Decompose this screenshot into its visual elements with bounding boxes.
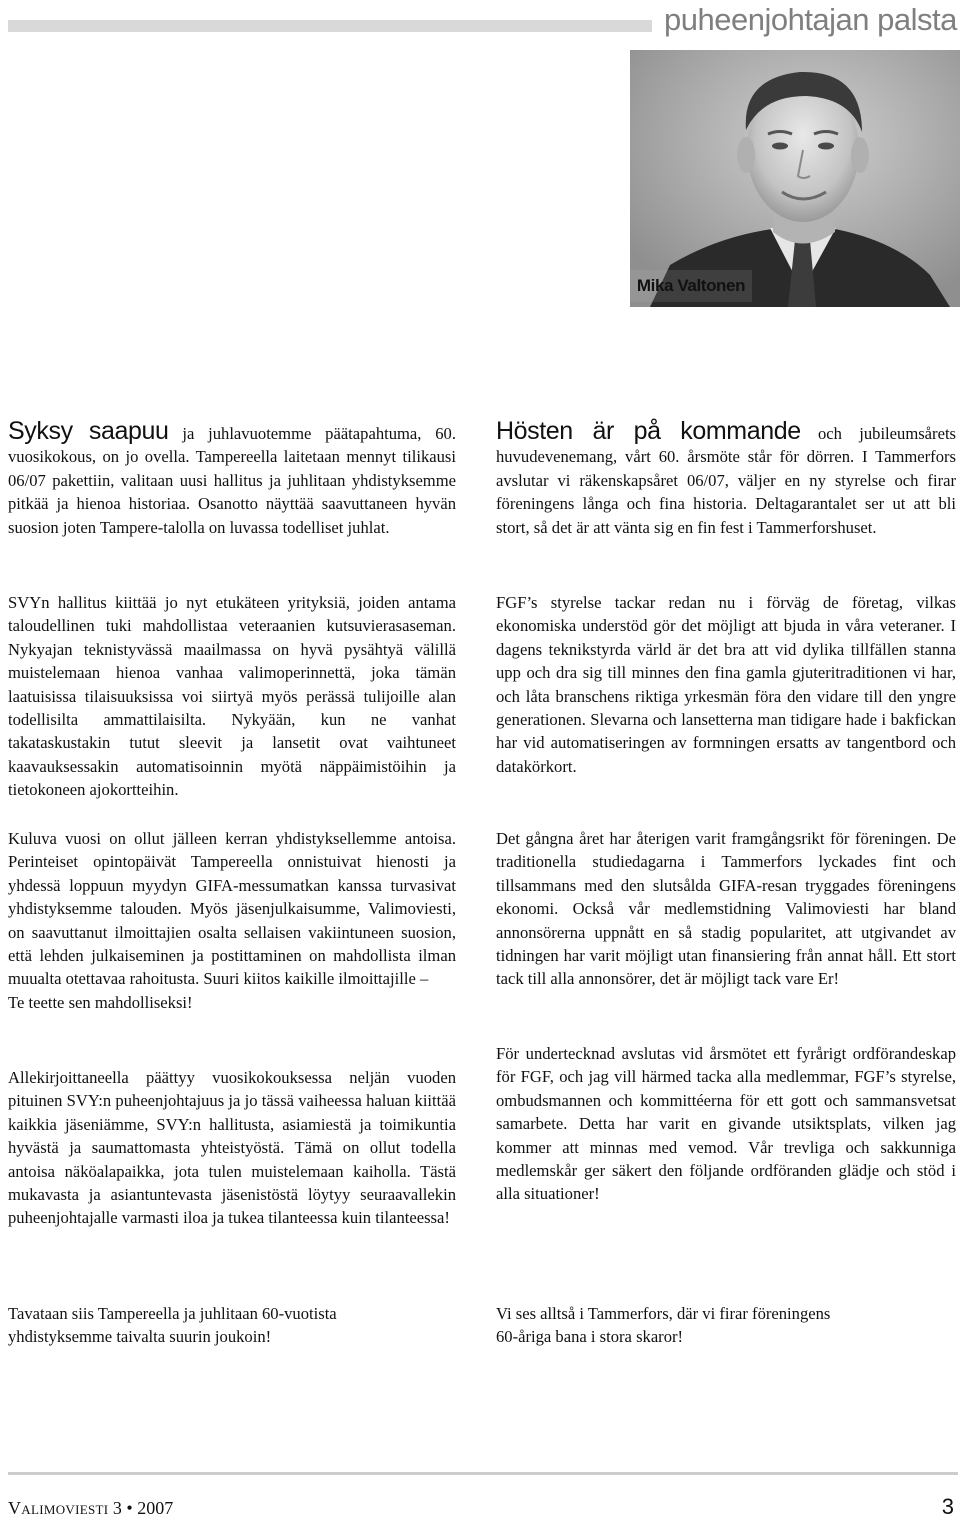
swedish-paragraph-2 bbox=[496, 591, 956, 778]
swedish-paragraph-3 bbox=[496, 827, 956, 991]
portrait-illustration bbox=[630, 50, 960, 307]
swedish-paragraph-4-text: För undertecknad avslutas vid årsmötet ett fyrårigt ordförandeskap för FGF, och jag vill härmed tacka alla medlemmar, FGF’s styrelse, ombudsmannen och kommittéerna för ett gott och sammansvetsat samarbete. Detta har varit en givande utsiktsplats, vilken jag kommer att minnas med vemod. Vår trevliga och sakkunniga medlemskår ger säkert den följande ordföranden glädje och stöd i alla situationer! bbox=[496, 1044, 956, 1204]
portrait-photo bbox=[630, 50, 960, 307]
swedish-paragraph-1-text: och jubileumsårets huvudevenemang, vårt 60. årsmöte står för dörren. I Tammerfors avslutar vi räkenskapsåret 06/07, väljer en ny styrelse och firar föreningens långa och fina historia. Deltagarantalet ser ut att bli stort, så det är att vänta sig en fin fest i Tammerforshuset. bbox=[496, 424, 957, 537]
footer-bullet: • bbox=[126, 1498, 133, 1518]
swedish-paragraph-4 bbox=[496, 1042, 956, 1206]
finnish-closing-line-1: Tavataan siis Tampereella ja juhlitaan 60-vuotista bbox=[8, 1304, 337, 1323]
publication-name: Valimoviesti bbox=[8, 1498, 109, 1518]
footer-publication-info bbox=[8, 1498, 173, 1519]
swedish-paragraph-2-text: FGF’s styrelse tackar redan nu i förväg de företag, vilkas ekonomiska understöd gör det möjligt att bjuda in våra veteraner. I dagens teknikstyrda värld är det bra att vid dylika tillfällen stanna upp och dra sig till minnes den fina gamla gjuteritraditionen vi har, och låta branschens riktiga yrkesmän föra den vidare till den yngre generationen. Slevarna och lansetterna man tidigare hade i bakfickan har vid automatiseringen av formningen ersatts av tangentbord och datakörkort. bbox=[496, 593, 956, 776]
finnish-lead: Syksy saapuu bbox=[8, 417, 169, 445]
swedish-closing-line-2: 60-åriga bana i stora skaror! bbox=[496, 1327, 684, 1347]
header-rule bbox=[8, 20, 652, 32]
finnish-closing-line-2: yhdistyksemme taivalta suurin joukoin! bbox=[8, 1327, 272, 1347]
footer-rule bbox=[8, 1472, 958, 1475]
photo-caption: Mika Valtonen bbox=[630, 270, 752, 302]
finnish-paragraph-4-text: Allekirjoittaneella päättyy vuosikokouksessa neljän vuoden pituinen SVY:n puheenjohtajuus ja jo tässä vaiheessa haluan kiittää kaikkia jäseniämme, SVY:n hallitusta, asiamiestä ja toimikuntia hyvästä ja saumattomasta yhteistyöstä. Tämä on ollut todella antoisa näköalapaikka, jota tulen muistelemaan kaiholla. Tästä mukavasta ja asiantuntevasta jäsenistöstä löytyy seuraavallekin puheenjohtajalle varmasti iloa ja tukea tilanteessa kuin tilanteessa! bbox=[8, 1068, 456, 1228]
swedish-closing-line-1: Vi ses alltså i Tammerfors, där vi firar föreningens bbox=[496, 1304, 831, 1323]
finnish-paragraph-1-text: ja juhlavuotemme päätapahtuma, 60. vuosikokous, on jo ovella. Tampereella laitetaan mennyt tilikausi 06/07 pakettiin, valitaan uusi hallitus ja juhlitaan yhdistyksemme pitkää ja hienoa historiaa. Osanotto näyttää saavuttaneen hyvän suosion joten Tampere-talolla on luvassa todelliset juhlat. bbox=[8, 424, 457, 537]
finnish-paragraph-2-text: SVYn hallitus kiittää jo nyt etukäteen yrityksiä, joiden antama taloudellinen tuki mahdollistaa veteraanien kutsuvierasaseman. Nykyajan teknistyvässä maailmassa on hyvä pysähtyä välillä muistelemaan hienoa vanhaa valimoperinnettä, joka tämän laatuisissa tilaisuuksissa voi siirtyä myös perässä tulijoille alan todellisilta ammattilaisilta. Nykyään, kun ne vanhat takataskustakin tutut sleevit ja lansetit ovat vaihtuneet kaavauksessakin automatisoinnin myötä näppäimistöihin ja tietokoneen ajokortteihin. bbox=[8, 593, 456, 800]
finnish-paragraph-4 bbox=[8, 1066, 456, 1230]
finnish-paragraph-3-text: Kuluva vuosi on ollut jälleen kerran yhdistyksellemme antoisa. Perinteiset opintopäivät Tampereella onnistuivat hienosti ja yhdessä loppuun myydyn GIFA-messumatkan kanssa turvasivat yhdistyksemme talouden. Myös jäsenjulkaisumme, Valimoviesti, on saavuttanut ilmoittajien osalta sellaisen vakiintuneen suosion, että lehden julkaiseminen ja postittaminen on mahdollista ilman muualta otettavaa rahoitusta. Suuri kiitos kaikille ilmoittajille – bbox=[8, 829, 456, 989]
finnish-paragraph-1 bbox=[8, 417, 457, 539]
issue-number: 3 bbox=[112, 1498, 122, 1518]
swedish-lead: Hösten är på kommande bbox=[496, 417, 801, 445]
section-title: puheenjohtajan palsta bbox=[664, 2, 957, 37]
issue-year: 2007 bbox=[137, 1498, 174, 1518]
swedish-closing bbox=[496, 1302, 956, 1349]
page-number: 3 bbox=[941, 1494, 954, 1519]
swedish-paragraph-3-text: Det gångna året har återigen varit framgångsrikt för föreningen. De traditionella studiedagarna i Tammerfors lyckades fint och tillsammans med den slutsålda GIFA-resan tryggades föreningens ekonomi. Också vår medlemstidning Valimoviesti har bland annonsörerna uppnått en så stadig popularitet, att utgivandet av tidningen har varit möjligt utan finansiering från annat håll. Ett stort tack till alla annonsörer, det är möjligt tack vare Er! bbox=[496, 829, 956, 989]
swedish-paragraph-1 bbox=[496, 417, 957, 539]
finnish-closing bbox=[8, 1302, 456, 1349]
finnish-paragraph-2 bbox=[8, 591, 456, 802]
finnish-paragraph-3-end: Te teette sen mahdolliseksi! bbox=[8, 992, 193, 1012]
finnish-paragraph-3 bbox=[8, 827, 456, 1014]
